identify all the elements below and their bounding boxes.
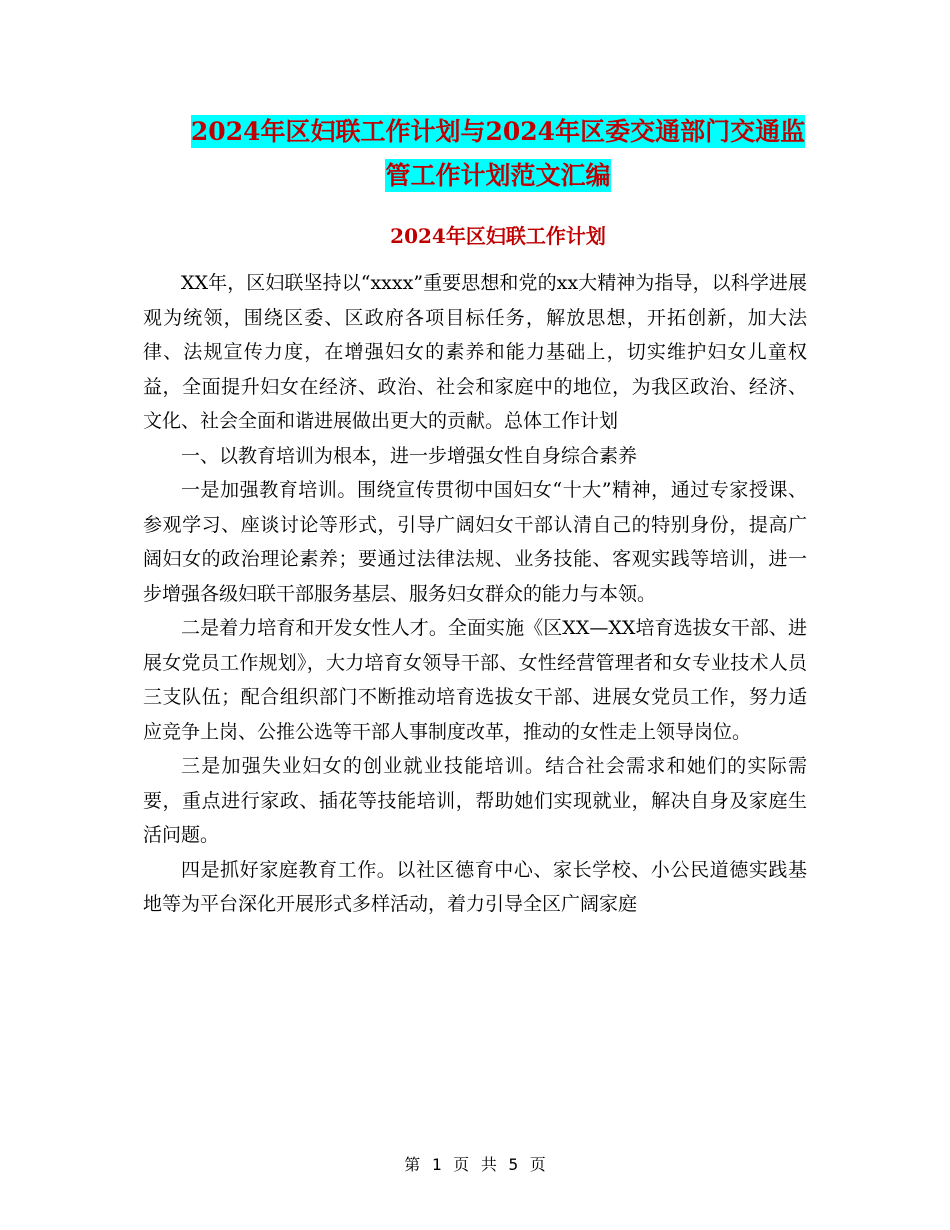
paragraph-heading-1: 一、以教育培训为根本，进一步增强女性自身综合素养 bbox=[181, 444, 638, 467]
section-title: 2024年区妇联工作计划 bbox=[390, 224, 606, 248]
document-body bbox=[143, 266, 807, 922]
document-title-line-2: 管工作计划范文汇编 bbox=[385, 161, 611, 190]
paragraph-item-4: 四是抓好家庭教育工作。以社区德育中心、家长学校、小公民道德实践基地等为平台深化开展形式多样活动，着力引导全区广阔家庭 bbox=[143, 858, 807, 915]
paragraph-item-2: 二是着力培育和开发女性人才。全面实施《区XX—XX培育选拔女干部、进展女党员工作规划》，大力培育女领导干部、女性经营管理者和女专业技术人员三支队伍；配合组织部门不断推动培育选拔女干部、进展女党员工作，努力适应竞争上岗、公推公选等干部人事制度改革，推动的女性走上领导岗位。 bbox=[143, 617, 807, 743]
paragraph-intro: XX年，区妇联坚持以“xxxx”重要思想和党的xx大精神为指导，以科学进展观为统领，围绕区委、区政府各项目标任务，解放思想，开拓创新，加大法律、法规宣传力度，在增强妇女的素养和能力基础上，切实维护妇女儿童权益，全面提升妇女在经济、政治、社会和家庭中的地位，为我区政治、经济、文化、社会全面和谐进展做出更大的贡献。总体工作计划 bbox=[143, 272, 807, 432]
paragraph-item-1: 一是加强教育培训。围绕宣传贯彻中国妇女“十大”精神，通过专家授课、参观学习、座谈讨论等形式，引导广阔妇女干部认清自己的特别身份，提高广阔妇女的政治理论素养；要通过法律法规、业务技能、客观实践等培训，进一步增强各级妇联干部服务基层、服务妇女群众的能力与本领。 bbox=[143, 479, 807, 605]
document-title bbox=[140, 110, 856, 198]
paragraph-item-3: 三是加强失业妇女的创业就业技能培训。结合社会需求和她们的实际需要，重点进行家政、插花等技能培训，帮助她们实现就业，解决自身及家庭生活问题。 bbox=[143, 755, 807, 846]
document-title-line-1: 2024年区妇联工作计划与2024年区委交通部门交通监 bbox=[190, 117, 806, 146]
page-footer: 第 1 页 共 5 页 bbox=[404, 1155, 546, 1174]
